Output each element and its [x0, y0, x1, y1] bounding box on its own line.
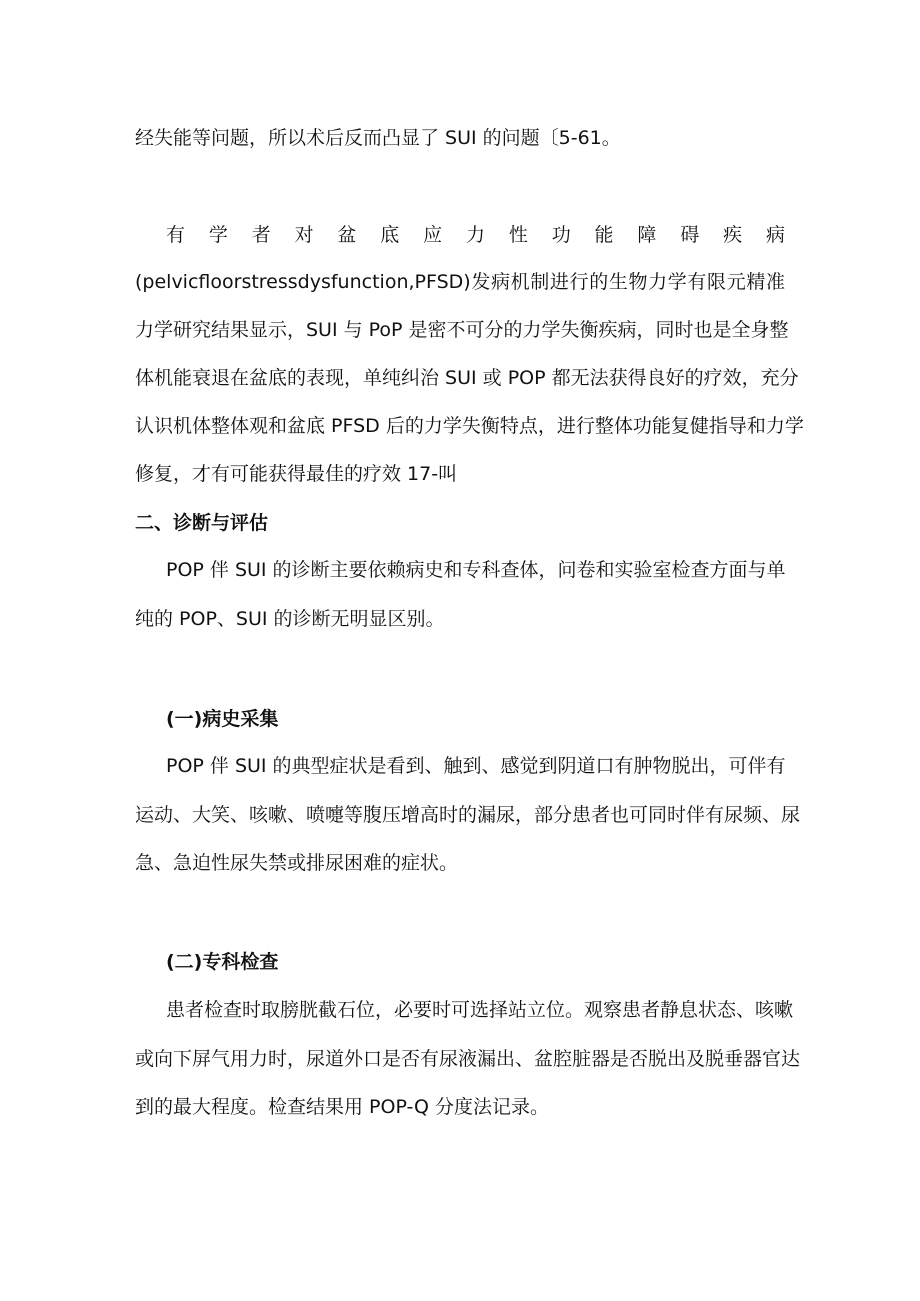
- paragraph-line: 纯的 POP、SUI 的诊断无明显区别。: [135, 608, 445, 630]
- paragraph-line: (pelvicfloorstressdysfunction,PFSD)发病机制进行的生物力学有限元精准: [135, 271, 785, 293]
- section-heading: 二、诊断与评估: [135, 512, 269, 534]
- paragraph-line: 经失能等问题，所以术后反而凸显了 SUI 的问题〔5-61。: [135, 127, 621, 149]
- paragraph-line: 运动、大笑、咳嗽、喷嚏等腹压增高时的漏尿，部分患者也可同时伴有尿频、尿: [135, 804, 801, 826]
- paragraph-line: 到的最大程度。检查结果用 POP-Q 分度法记录。: [135, 1096, 550, 1118]
- paragraph-line: 急、急迫性尿失禁或排尿困难的症状。: [135, 852, 459, 874]
- paragraph-line: 患者检查时取膀胱截石位，必要时可选择站立位。观察患者静息状态、咳嗽: [166, 999, 794, 1021]
- paragraph-line: 有学者对盆底应力性功能障碍疾病: [166, 224, 785, 246]
- paragraph-line: 修复，才有可能获得最佳的疗效 17-叫: [135, 463, 458, 485]
- paragraph-line: POP 伴 SUI 的典型症状是看到、触到、感觉到阴道口有肿物脱出，可伴有: [166, 755, 786, 777]
- paragraph-line: POP 伴 SUI 的诊断主要依赖病史和专科查体，问卷和实验室检查方面与单: [166, 559, 786, 581]
- paragraph-line: 力学研究结果显示，SUI 与 PoP 是密不可分的力学失衡疾病，同时也是全身整: [135, 319, 789, 341]
- paragraph-line: 体机能衰退在盆底的表现，单纯纠治 SUI 或 POP 都无法获得良好的疗效，充分: [135, 367, 799, 389]
- paragraph-line: 或向下屏气用力时，尿道外口是否有尿液漏出、盆腔脏器是否脱出及脱垂器官达: [135, 1048, 801, 1070]
- subsection-heading: (二)专科检查: [166, 951, 279, 973]
- paragraph-line: 认识机体整体观和盆底 PFSD 后的力学失衡特点，进行整体功能复健指导和力学: [135, 415, 804, 437]
- subsection-heading: (一)病史采集: [166, 708, 279, 730]
